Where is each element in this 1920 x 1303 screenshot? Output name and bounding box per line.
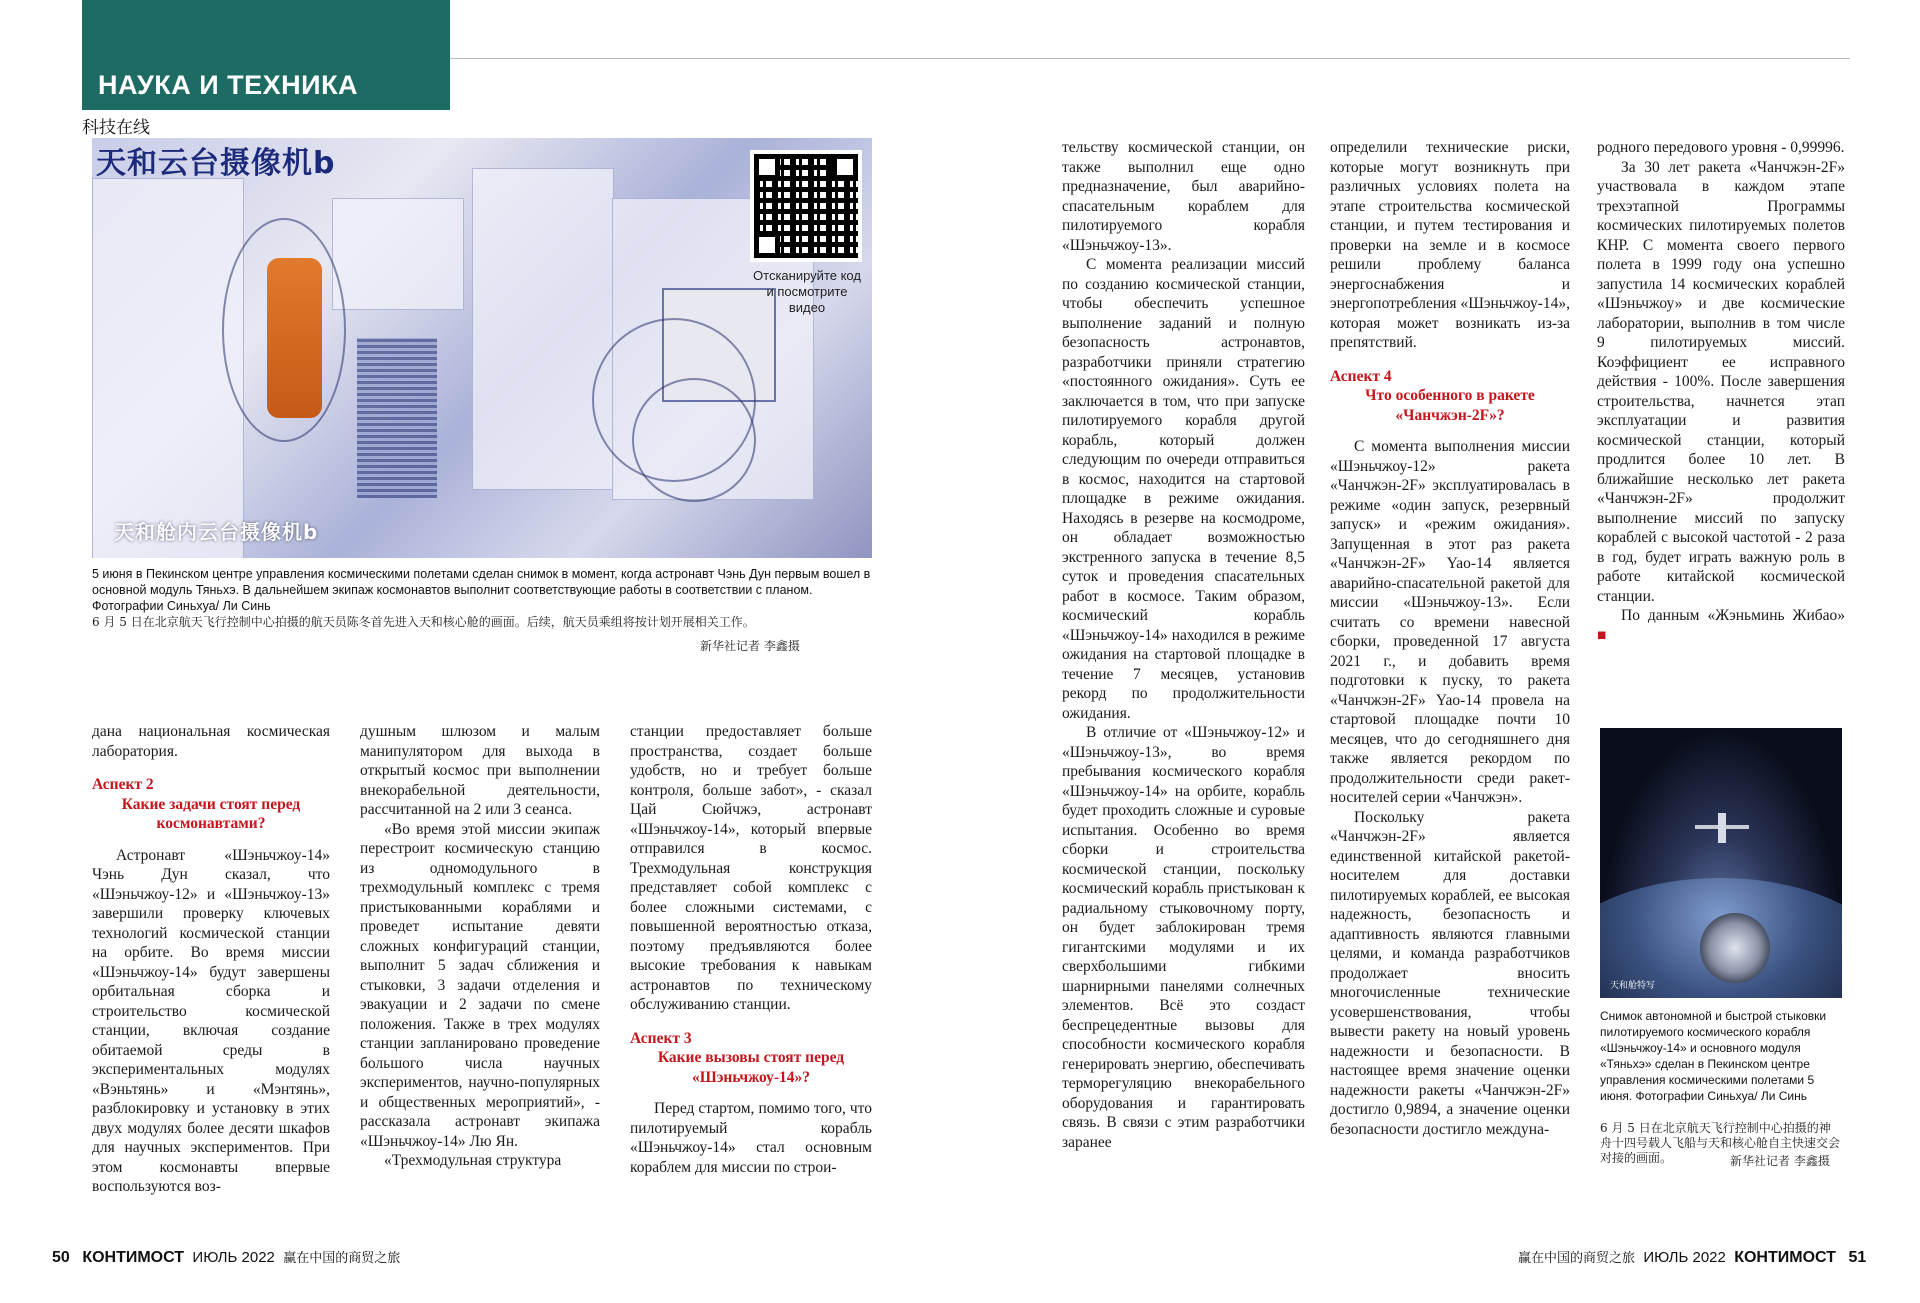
docking-photo	[1600, 728, 1842, 998]
docking-photo-caption-cn: 6 月 5 日在北京航天飞行控制中心拍摄的神舟十四号载人飞船与天和核心舱自主快速交会对接的画面。	[1600, 1121, 1841, 1165]
issue-date: ИЮЛЬ 2022	[1643, 1249, 1726, 1266]
space-station	[1718, 813, 1726, 843]
paragraph	[1597, 606, 1845, 645]
paragraph: За 30 лет ракета «Чанчжэн-2F» участвовала в каждом этапе трехэтапной Программы космических пилотируемых полетов КНР. С момента своего первого полета в 1999 году она успешно запустила 14 космических кораблей «Шэньчжоу» и две космические лаборатории, выполнив в том числе 9 пилотируемых миссий. Коэффициент ее исправного действия - 100%. После завершения строительства, начнется этап эксплуатации и развития космической станции, который продлится более 10 лет. В ближайшие несколько лет ракета «Чанчжэн-2F» продолжит выполнение миссий по запуску кораблей с высокой частотой - 2 раза в год, будет играть важную роль в работе китайской космической станции.	[1597, 158, 1845, 605]
docking-port	[1700, 913, 1770, 983]
photo-overlay-top: 天和云台摄像机b	[96, 146, 336, 181]
paragraph: В отличие от «Шэньчжоу-12» и «Шэньчжоу-13», во время пребывания космического корабля «Шэньчжоу-14» на орбите, корабль будет проходить сложные и суровые испытания. Особенно во время сборки и строительства космической станции, поскольку космический корабль пристыкован к радиальному стыковочному порту, он будет заблокирован тремя гигантскими модулями и их сверхбольшими гибкими шарнирными панелями солнечных элементов. Всё это создаст беспрецедентные вызовы для способности космического корабля генерировать энергию, обеспечивать терморегуляцию внекорабельного оборудования и гарантировать связь. В связи с этим разработчики заранее	[1062, 724, 1305, 1151]
docking-photo-credit-cn: 新华社记者 李鑫摄	[1730, 1154, 1830, 1168]
aspect-number: Аспект 3	[630, 1029, 692, 1047]
footer-right	[1518, 1247, 1866, 1267]
paragraph: Перед стартом, помимо того, что пилотируемый корабль «Шэньчжоу-14» стал основным кораблем для миссии по строи-	[630, 1100, 872, 1176]
main-photo-caption-cn: 6 月 5 日在北京航天飞行控制中心拍摄的航天员陈冬首先进入天和核心舱的画面。后续，航天员乘组将按计划开展相关工作。	[92, 615, 755, 629]
main-photo-caption: 5 июня в Пекинском центре управления космическими полетами сделан снимок в момент, когда астронавт Чэнь Дун первым вошел в основной модуль Тяньхэ. В дальнейшем экипаж космонавтов выполнит соответствующие работы в соответствии с планом. Фотографии Синьхуа/ Ли Синь	[92, 567, 871, 613]
photo-overlay-bottom: 天和舱内云台摄像机b	[114, 520, 319, 544]
paragraph: душным шлюзом и малым манипулятором для выхода в открытый космос при выполнении внекорабельной деятельности, рассчитанной на 2 или 3 сеанса.	[360, 723, 600, 818]
right-column-2	[1330, 138, 1570, 1139]
paragraph: Астронавт «Шэньчжоу-14» Чэнь Дун сказал, что «Шэньчжоу-12» и «Шэньчжоу-13» завершили проверку ключевых технологий космической станции на орбите. Во время миссии «Шэньчжоу-14» будут завершены орбитальная сборка и строительство космической станции, включая создание обитаемой среды в экспериментальных модулях «Вэньтянь» и «Мэнтянь», разблокировку и установку в этих двух модулях более десяти шкафов для научных экспериментов. При этом космонавты впервые воспользуются воз-	[92, 846, 330, 1195]
slogan-cn: 赢在中国的商贸之旅	[1518, 1251, 1636, 1266]
page-number: 50	[52, 1249, 70, 1266]
section-subtitle-cn: 科技在线	[82, 118, 150, 138]
magazine-brand: КОНТИМОСТ	[82, 1249, 185, 1266]
qr-caption: Отсканируйте код и посмотрите видео	[753, 268, 861, 315]
end-mark: ■	[1597, 626, 1607, 644]
aspect-number: Аспект 2	[92, 776, 154, 793]
aspect-question: Какие вызовы стоят перед «Шэньчжоу-14»?	[657, 1049, 845, 1086]
paragraph: «Трехмодульная структура	[384, 1152, 562, 1169]
aspect-4-heading	[1330, 367, 1570, 426]
aspect-question: Какие задачи стоят перед космонавтами?	[121, 795, 301, 832]
docking-photo-label-cn: 天和舱特写	[1610, 981, 1656, 991]
paragraph: родного передового уровня - 0,99996.	[1597, 139, 1845, 156]
right-column-1	[1062, 138, 1305, 1152]
magazine-brand: КОНТИМОСТ	[1734, 1249, 1836, 1266]
slogan-cn: 赢在中国的商贸之旅	[283, 1251, 401, 1266]
main-photo-credit-cn: 新华社记者 李鑫摄	[700, 639, 800, 653]
paragraph: С момента реализации миссий по созданию космической станции, чтобы обеспечить успешное выполнение заданий и полную безопасность астронавтов, разработчики приняли стратегию «постоянного ожидания». Суть ее заключается в том, что при запуске пилотируемого корабля другой корабль, который должен следующим по очереди отправиться в космос, находится на стартовой площадке в режиме ожидания. Находясь в резерве на космодроме, он обладает возможностью экстренного запуска в течение 8,5 суток и проведения спасательных работ в космосе. Таким образом, космический корабль «Шэньчжоу-14» находился в режиме ожидания на стартовой площадке в течение 7 месяцев, установив рекорд по продолжительности ожидания.	[1062, 256, 1305, 722]
source-note: По данным «Жэньминь Жибао»	[1621, 607, 1845, 624]
section-title: НАУКА И ТЕХНИКА	[98, 70, 359, 100]
right-column-3	[1597, 138, 1845, 645]
docking-photo-caption: Снимок автономной и быстрой стыковки пилотируемого космического корабля «Шэньчжоу-14» и основного модуля «Тяньхэ» сделан в Пекинском центре управления космическими полетами 5 июня. Фотографии Синьхуа/ Ли Синь	[1600, 1009, 1827, 1103]
paragraph: Поскольку ракета «Чанчжэн-2F» является единственной китайской ракетой-носителем для доставки пилотируемых кораблей, ее высокая надежность, безопасность и адаптивность являются главными целями, и команда разработчиков продолжает вносить многочисленные технические усовершенствования, чтобы вывести ракету на новый уровень надежности и безопасности. В настоящее время значение оценки надежности ракеты «Чанчжэн-2F» достигло 0,9894, а значение оценки безопасности достигло междуна-	[1330, 808, 1570, 1138]
paragraph: станции предоставляет больше пространства, создает больше удобств, но и требует больше контроля, больше забот», - сказал Цай Сюйчжэ, астронавт «Шэньчжоу-14», который впервые отправился в космос. Трехмодульная конструкция представляет собой комплекс с более сложными системами, с повышенной вероятностью отказа, поэтому предъявляются более высокие требования к навыкам астронавтов по техническому обслуживанию станции.	[630, 723, 872, 1013]
paragraph: С момента выполнения миссии «Шэньчжоу-12» ракета «Чанчжэн-2F» эксплуатировалась в режиме «один запуск, резервный запуск» и «режим ожидания». Запущенная в этот раз ракета «Чанчжэн-2F» Yao-14 является аварийно-спасательной ракетой для миссии «Шэньчжоу-13». Если считать со времени навесной сборки, проведенной 17 августа 2021 г., и добавить время подготовки к пуску, то ракета «Чанчжэн-2F» Yao-14 провела на стартовой площадке почти 10 месяцев, что до сегодняшнего дня также является рекордом по продолжительности среди ракет-носителей серии «Чанчжэн».	[1330, 438, 1570, 806]
paragraph: тельству космической станции, он также выполнил еще одно предназначение, был аварийно-спасательным кораблем для пилотируемого корабля «Шэньчжоу-13».	[1062, 139, 1305, 254]
paragraph: «Во время этой миссии экипаж перестроит космическую станцию из одномодульного в трехмодульный комплекс с тремя пристыкованными кораблями и проведет испытание девяти сложных конфигураций станции, выполнит 5 задач сближения и стыковки, 3 задачи отделения и эвакуации и 2 задачи по смене положения. Также в трех модулях станции запланировано проведение большого числа научных экспериментов, научно-популярных и общественных мероприятий», - рассказала астронавт экипажа «Шэньчжоу-14» Лю Ян.	[360, 820, 600, 1150]
issue-date: ИЮЛЬ 2022	[192, 1249, 275, 1266]
page-number: 51	[1848, 1249, 1867, 1266]
paragraph: определили технические риски, которые могут возникнуть при различных условиях полета на этапе строительства космической станции, и путем тестирования и проверки на земле и в космосе решили проблему баланса энергоснабжения и энергопотребления «Шэньчжоу-14», которая может возникать из-за препятствий.	[1330, 139, 1570, 351]
aspect-number: Аспект 4	[1330, 367, 1392, 385]
aspect-question: Что особенного в ракете «Чанчжэн-2F»?	[1365, 387, 1535, 424]
paragraph: дана национальная космическая лаборатория.	[92, 723, 330, 760]
